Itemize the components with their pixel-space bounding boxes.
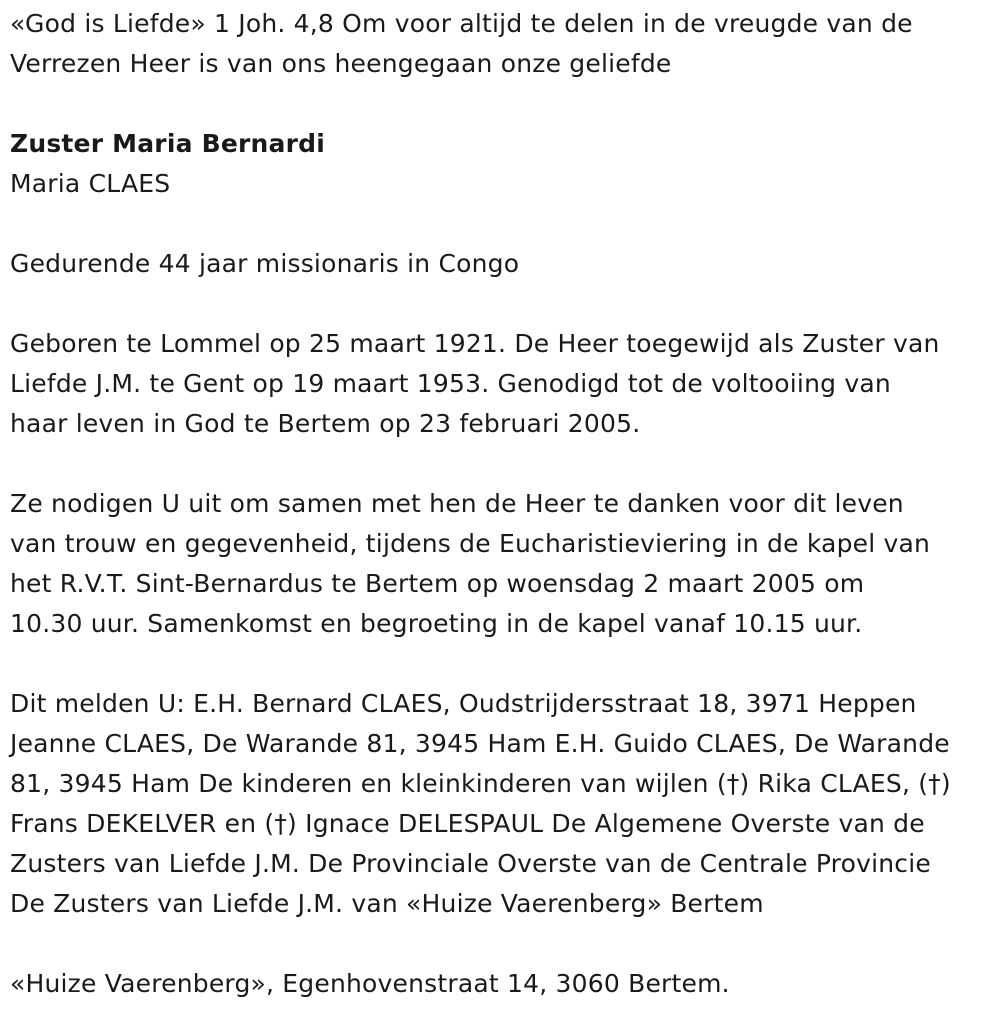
spacer: [10, 924, 990, 964]
invitation-text: Ze nodigen U uit om samen met hen de Heer te danken voor dit leven van trouw en gegevenheid, tijdens de Eucharistieviering in de kapel van het R.V.T. Sint-Bernardus te Bertem op woensdag 2 maart 2005 om 10.30 uur. Samenkomst en begroeting in de kapel vanaf 10.15 uur.: [10, 489, 931, 638]
civil-name: Maria CLAES: [10, 169, 171, 198]
spacer: [10, 84, 990, 124]
spacer: [10, 644, 990, 684]
address-text: «Huize Vaerenberg», Egenhovenstraat 14, 3060 Bertem.: [10, 969, 730, 998]
religious-name: Zuster Maria Bernardi: [10, 129, 325, 158]
spacer: [10, 444, 990, 484]
mission-text: Gedurende 44 jaar missionaris in Congo: [10, 249, 520, 278]
spacer: [10, 204, 990, 244]
announcers-text: Dit melden U: E.H. Bernard CLAES, Oudstrijdersstraat 18, 3971 Heppen Jeanne CLAES, De Warande 81, 3945 Ham E.H. Guido CLAES, De Warande 81, 3945 Ham De kinderen en kleinkinderen van wijlen (†) Rika CLAES, (†) Frans DEKELVER en (†) Ignace DELESPAUL De Algemene Overste van de Zusters van Liefde J.M. De Provinciale Overste van de Centrale Provincie De Zusters van Liefde J.M. van «Huize Vaerenberg» Bertem: [10, 689, 951, 918]
intro-text: «God is Liefde» 1 Joh. 4,8 Om voor altijd te delen in de vreugde van de Verrezen Heer is van ons heengegaan onze geliefde: [10, 9, 913, 78]
life-text: Geboren te Lommel op 25 maart 1921. De Heer toegewijd als Zuster van Liefde J.M. te Gent op 19 maart 1953. Genodigd tot de voltooiing van haar leven in God te Bertem op 23 februari 2005.: [10, 329, 940, 438]
spacer: [10, 284, 990, 324]
